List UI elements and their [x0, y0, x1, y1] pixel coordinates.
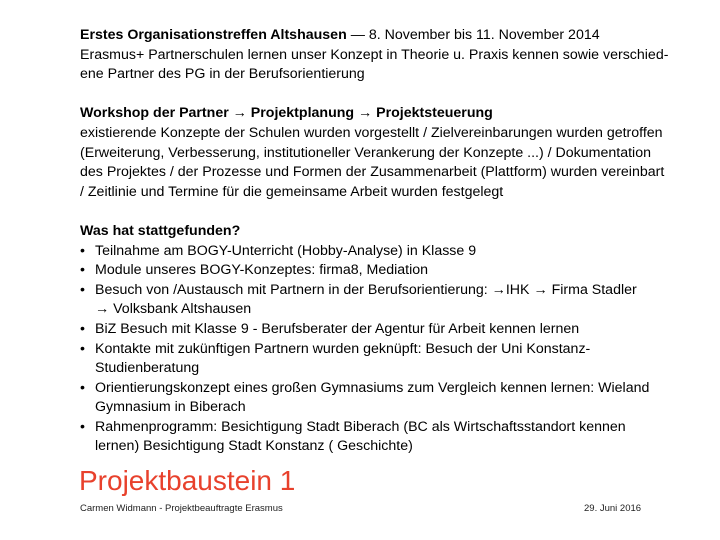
intro-heading-bold: Erstes Organisationstreffen Altshausen — [80, 27, 347, 43]
list-item — [80, 379, 690, 418]
workshop-line: existierende Konzepte der Schulen wurden vorgestellt / Zielvereinbarungen wurden getroffen — [80, 124, 663, 141]
list-item — [80, 261, 690, 281]
list-item-line: Gymnasium in Biberach — [95, 399, 246, 416]
list-item-line: • Rahmenprogramm: Besichtigung Stadt Biberach (BC als Wirtschaftsstandort kennen — [95, 418, 626, 435]
workshop-line: des Projektes / der Prozesse und Formen der Zusammenarbeit (Plattform) wurden vereinbart — [80, 164, 665, 181]
list-item-line: lernen) Besichtigung Stadt Konstanz ( Geschichte) — [95, 438, 413, 455]
workshop-line: / Zeitlinie und Termine für die gemeinsame Arbeit wurden festgelegt — [80, 183, 504, 200]
workshop-heading: Workshop der Partner → Projektplanung → Projektsteuerung — [80, 105, 493, 122]
intro-heading-dates: — 8. November bis 11. November 2014 — [346, 27, 600, 43]
footer-date: 29. Juni 2016 — [584, 503, 642, 514]
list-item-line: • Module unseres BOGY-Konzeptes: firma8, Mediation — [95, 262, 429, 279]
list-item-line: • Orientierungskonzept eines großen Gymnasiums zum Vergleich kennen lernen: Wieland — [95, 379, 650, 396]
list-item-line: → Volksbank Altshausen — [95, 301, 252, 318]
spacer — [80, 85, 690, 105]
footer-author: Carmen Widmann - Projektbeauftragte Erasmus — [80, 503, 283, 514]
slide-title: Projektbaustein 1 — [79, 465, 296, 496]
list-item-line: Studienberatung — [95, 360, 200, 377]
list-item — [80, 340, 690, 379]
workshop-section — [80, 104, 690, 202]
stattgefunden-section — [80, 222, 690, 457]
intro-line-2: ene Partner des PG in der Berufsorientierung — [80, 66, 365, 83]
intro-heading — [80, 26, 690, 46]
list-item-line: • Teilnahme am BOGY-Unterricht (Hobby-Analyse) in Klasse 9 — [95, 242, 477, 259]
list-item — [80, 418, 690, 457]
slide-content — [80, 26, 690, 457]
list-item-line: • BiZ Besuch mit Klasse 9 - Berufsberater der Agentur für Arbeit kennen lernen — [95, 320, 580, 337]
list-item-line: • Besuch von /Austausch mit Partnern in der Berufsorientierung: →IHK → Firma Stadler — [95, 281, 637, 298]
list-item — [80, 281, 690, 320]
stattgefunden-heading: Was hat stattgefunden? — [80, 222, 241, 239]
intro-section — [80, 26, 690, 85]
list-item — [80, 242, 690, 262]
bullet-list — [80, 242, 690, 458]
list-item — [80, 320, 690, 340]
list-item-line: • Kontakte mit zukünftigen Partnern wurden geknüpft: Besuch der Uni Konstanz- — [95, 340, 591, 357]
workshop-line: (Erweiterung, Verbesserung, institutioneller Verankerung der Konzepte ...) / Dokumentation — [80, 144, 651, 161]
spacer — [80, 202, 690, 222]
intro-line-1: Erasmus+ Partnerschulen lernen unser Konzept in Theorie u. Praxis kennen sowie verschied- — [80, 46, 669, 63]
